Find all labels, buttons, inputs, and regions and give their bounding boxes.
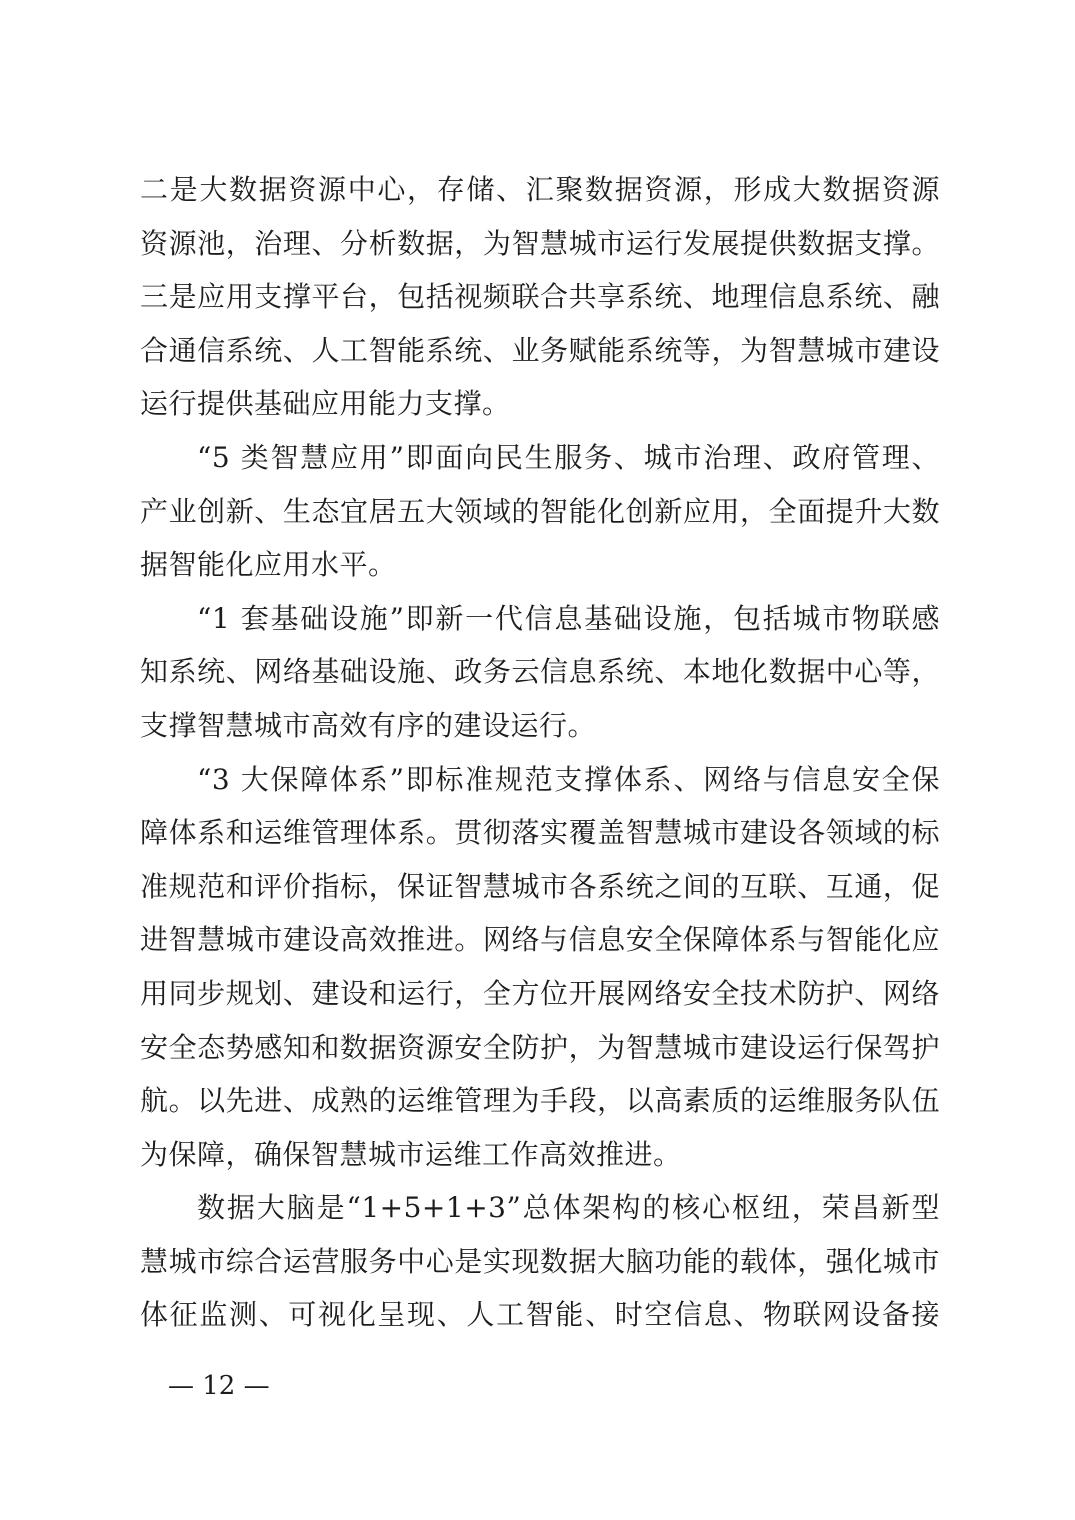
- text-line: 三是应用支撑平台，包括视频联合共享系统、地理信息系统、融: [140, 280, 940, 314]
- text-line: 数据大脑是“1+5+1+3”总体架构的核心枢纽，荣昌新型: [197, 1191, 940, 1225]
- body-text: [140, 163, 940, 1342]
- text-line: 合通信系统、人工智能系统、业务赋能系统等，为智慧城市建设: [140, 333, 940, 367]
- text-line: 安全态势感知和数据资源安全防护，为智慧城市建设运行保驾护: [140, 1030, 940, 1064]
- paragraph-data-brain: [140, 1181, 940, 1342]
- text-line: 知系统、网络基础设施、政务云信息系统、本地化数据中心等，: [140, 655, 940, 689]
- text-line: 进智慧城市建设高效推进。网络与信息安全保障体系与智能化应: [140, 923, 940, 957]
- paragraph-guarantee-systems: [140, 753, 940, 1182]
- page-number: — 12 —: [168, 1371, 270, 1401]
- text-line: 障体系和运维管理体系。贯彻落实覆盖智慧城市建设各领域的标: [140, 816, 940, 850]
- text-line: 据智能化应用水平。: [140, 548, 397, 582]
- text-line: 为保障，确保智慧城市运维工作高效推进。: [140, 1137, 682, 1171]
- text-line: 用同步规划、建设和运行，全方位开展网络安全技术防护、网络: [140, 976, 940, 1010]
- text-line: 产业创新、生态宜居五大领域的智能化创新应用，全面提升大数: [140, 494, 940, 528]
- text-line: 资源池，治理、分析数据，为智慧城市运行发展提供数据支撑。: [140, 226, 940, 260]
- text-line: “3 大保障体系”即标准规范支撑体系、网络与信息安全保: [197, 762, 940, 796]
- text-line: 运行提供基础应用能力支撑。: [140, 387, 511, 421]
- paragraph-data-resource-center: [140, 163, 940, 431]
- text-line: 航。以先进、成熟的运维管理为手段，以高素质的运维服务队伍: [140, 1084, 940, 1118]
- text-line: “1 套基础设施”即新一代信息基础设施，包括城市物联感: [197, 601, 940, 635]
- text-line: 二是大数据资源中心，存储、汇聚数据资源，形成大数据资源: [140, 173, 940, 206]
- paragraph-infrastructure: [140, 592, 940, 753]
- text-line: 体征监测、可视化呈现、人工智能、时空信息、物联网设备接: [140, 1298, 940, 1332]
- text-line: 准规范和评价指标，保证智慧城市各系统之间的互联、互通，促: [140, 869, 940, 903]
- text-line: 支撑智慧城市高效有序的建设运行。: [140, 708, 597, 742]
- text-line: “5 类智慧应用”即面向民生服务、城市治理、政府管理、: [197, 440, 940, 474]
- paragraph-smart-applications: [140, 431, 940, 592]
- text-line: 慧城市综合运营服务中心是实现数据大脑功能的载体，强化城市: [140, 1244, 940, 1278]
